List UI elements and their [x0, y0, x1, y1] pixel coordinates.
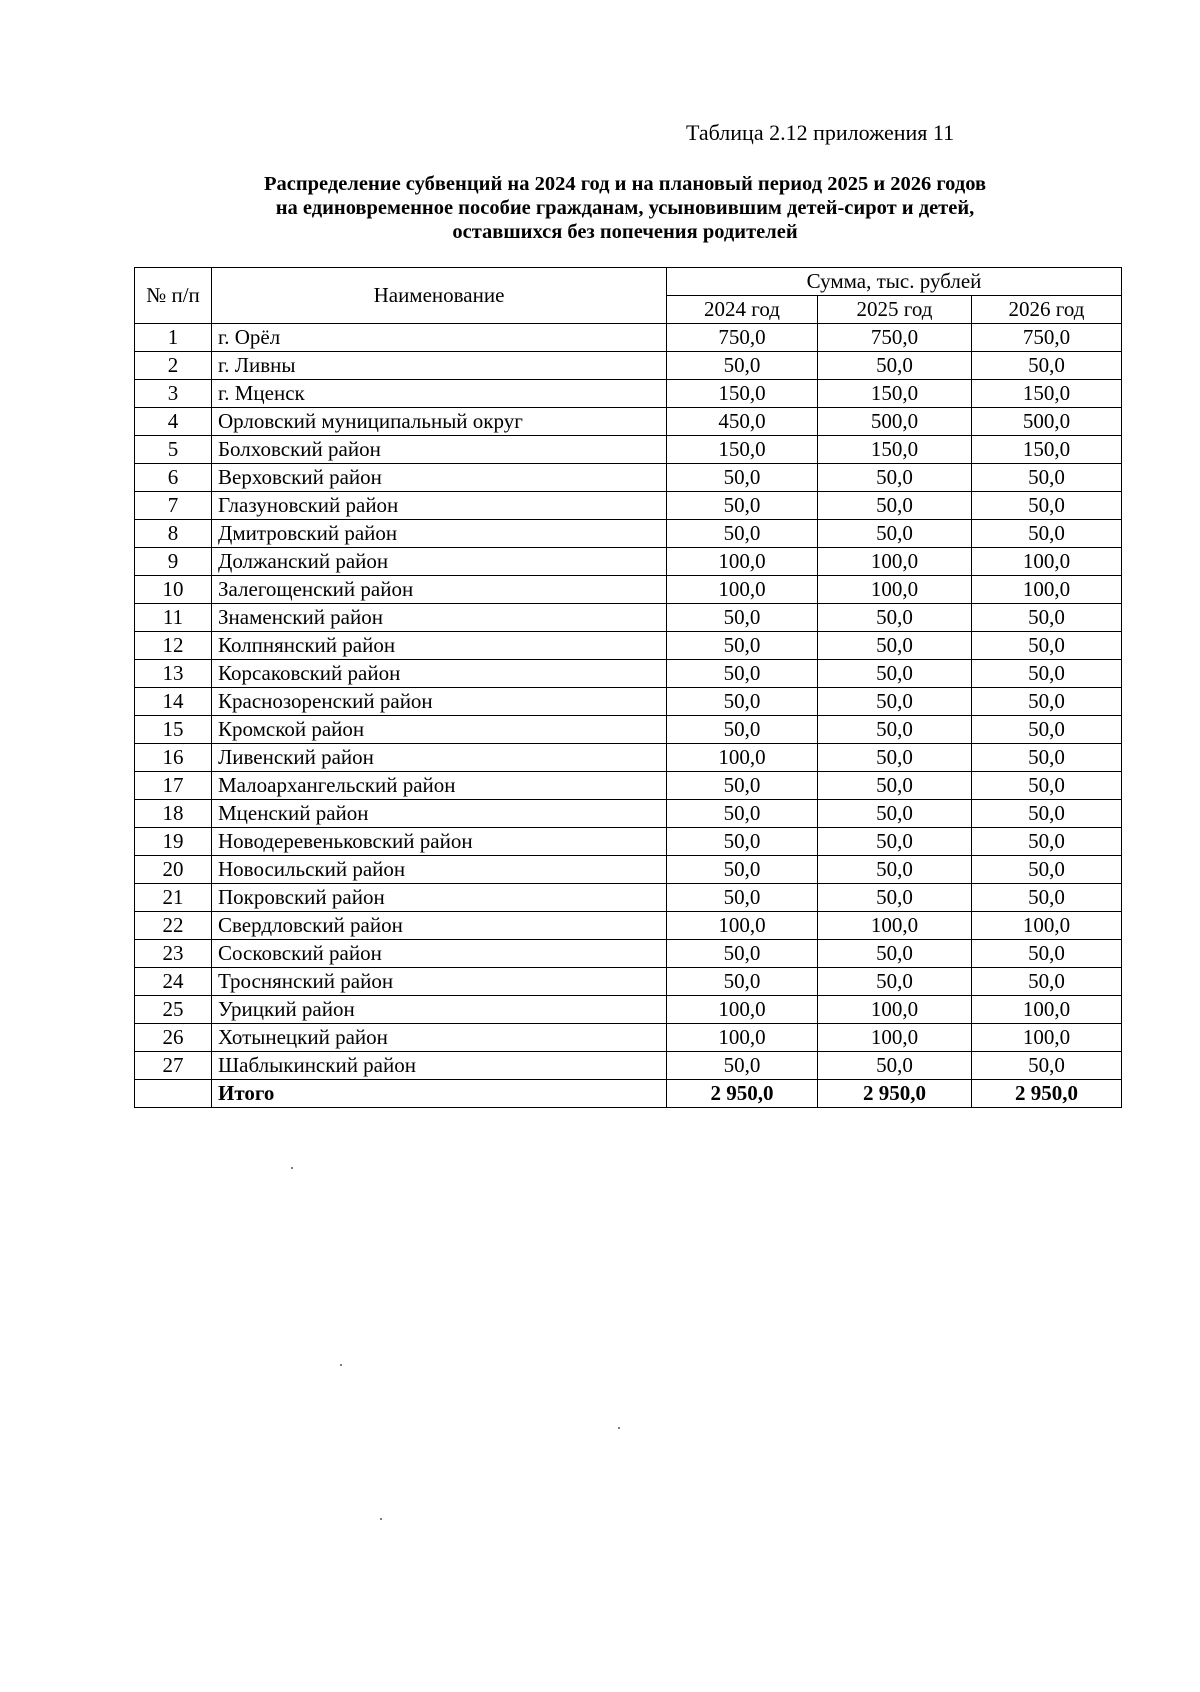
- table-row: [135, 548, 1122, 576]
- row-value-2025: 750,0: [818, 324, 972, 352]
- row-name: Троснянский район: [212, 968, 667, 996]
- row-value-2026: 100,0: [972, 1024, 1122, 1052]
- header-row: [135, 268, 1122, 296]
- row-name: Болховский район: [212, 436, 667, 464]
- row-name: Малоархангельский район: [212, 772, 667, 800]
- row-value-2024: 50,0: [667, 800, 818, 828]
- row-number: 2: [135, 352, 212, 380]
- row-value-2024: 50,0: [667, 352, 818, 380]
- row-value-2026: 50,0: [972, 492, 1122, 520]
- row-value-2026: 50,0: [972, 800, 1122, 828]
- table-row: [135, 632, 1122, 660]
- row-number: 26: [135, 1024, 212, 1052]
- row-value-2026: 50,0: [972, 772, 1122, 800]
- row-name: Сосковский район: [212, 940, 667, 968]
- table-row: [135, 996, 1122, 1024]
- row-value-2024: 50,0: [667, 520, 818, 548]
- row-value-2026: 50,0: [972, 716, 1122, 744]
- row-name: Покровский район: [212, 884, 667, 912]
- row-value-2025: 100,0: [818, 996, 972, 1024]
- row-value-2025: 100,0: [818, 1024, 972, 1052]
- row-value-2026: 50,0: [972, 744, 1122, 772]
- table-row: [135, 884, 1122, 912]
- row-number: 13: [135, 660, 212, 688]
- row-value-2025: 150,0: [818, 436, 972, 464]
- row-name: Глазуновский район: [212, 492, 667, 520]
- row-value-2026: 100,0: [972, 996, 1122, 1024]
- row-value-2024: 450,0: [667, 408, 818, 436]
- header-2026: 2026 год: [972, 296, 1122, 324]
- document-title: [130, 172, 1120, 244]
- row-value-2026: 50,0: [972, 352, 1122, 380]
- row-value-2026: 50,0: [972, 604, 1122, 632]
- row-value-2025: 50,0: [818, 632, 972, 660]
- row-value-2025: 150,0: [818, 380, 972, 408]
- table-row: [135, 520, 1122, 548]
- title-line-1: Распределение субвенций на 2024 год и на плановый период 2025 и 2026 годов: [263, 173, 987, 195]
- row-number: 9: [135, 548, 212, 576]
- total-2025: 2 950,0: [818, 1080, 972, 1108]
- row-value-2025: 50,0: [818, 352, 972, 380]
- row-number: 10: [135, 576, 212, 604]
- row-number: 21: [135, 884, 212, 912]
- row-number: 23: [135, 940, 212, 968]
- row-value-2026: 50,0: [972, 940, 1122, 968]
- row-name: Мценский район: [212, 800, 667, 828]
- row-value-2026: 50,0: [972, 1052, 1122, 1080]
- row-number: 15: [135, 716, 212, 744]
- header-name: Наименование: [212, 268, 667, 324]
- row-number: 18: [135, 800, 212, 828]
- row-value-2025: 50,0: [818, 716, 972, 744]
- table-row: [135, 492, 1122, 520]
- row-value-2024: 50,0: [667, 884, 818, 912]
- row-value-2026: 50,0: [972, 884, 1122, 912]
- row-value-2024: 50,0: [667, 828, 818, 856]
- row-number: 3: [135, 380, 212, 408]
- total-row: [135, 1080, 1122, 1108]
- row-number: 7: [135, 492, 212, 520]
- row-value-2025: 100,0: [818, 576, 972, 604]
- row-value-2024: 50,0: [667, 1052, 818, 1080]
- row-value-2025: 50,0: [818, 800, 972, 828]
- row-name: Краснозоренский район: [212, 688, 667, 716]
- row-name: г. Мценск: [212, 380, 667, 408]
- row-value-2024: 50,0: [667, 940, 818, 968]
- row-number: 20: [135, 856, 212, 884]
- row-value-2026: 100,0: [972, 576, 1122, 604]
- row-value-2024: 50,0: [667, 716, 818, 744]
- table-row: [135, 352, 1122, 380]
- row-value-2025: 500,0: [818, 408, 972, 436]
- row-number: 4: [135, 408, 212, 436]
- row-value-2025: 50,0: [818, 660, 972, 688]
- row-value-2024: 50,0: [667, 604, 818, 632]
- row-name: Залегощенский район: [212, 576, 667, 604]
- row-value-2026: 150,0: [972, 380, 1122, 408]
- total-2026: 2 950,0: [972, 1080, 1122, 1108]
- table-row: [135, 800, 1122, 828]
- row-number: 14: [135, 688, 212, 716]
- table-row: [135, 856, 1122, 884]
- subvention-table: [134, 267, 1122, 1108]
- row-name: Дмитровский район: [212, 520, 667, 548]
- row-value-2026: 50,0: [972, 688, 1122, 716]
- row-name: Новодеревеньковский район: [212, 828, 667, 856]
- table-row: [135, 828, 1122, 856]
- row-value-2025: 50,0: [818, 744, 972, 772]
- row-value-2026: 150,0: [972, 436, 1122, 464]
- row-number: 11: [135, 604, 212, 632]
- table-row: [135, 744, 1122, 772]
- row-name: Должанский район: [212, 548, 667, 576]
- table-row: [135, 772, 1122, 800]
- total-number: [135, 1080, 212, 1108]
- row-value-2026: 100,0: [972, 548, 1122, 576]
- row-name: Орловский муниципальный округ: [212, 408, 667, 436]
- row-value-2026: 500,0: [972, 408, 1122, 436]
- row-value-2025: 50,0: [818, 940, 972, 968]
- table-row: [135, 968, 1122, 996]
- table-row: [135, 912, 1122, 940]
- row-value-2024: 50,0: [667, 632, 818, 660]
- row-value-2024: 100,0: [667, 576, 818, 604]
- row-name: Новосильский район: [212, 856, 667, 884]
- row-value-2026: 750,0: [972, 324, 1122, 352]
- row-value-2025: 50,0: [818, 884, 972, 912]
- row-name: Верховский район: [212, 464, 667, 492]
- row-value-2025: 50,0: [818, 604, 972, 632]
- row-value-2026: 50,0: [972, 464, 1122, 492]
- row-value-2025: 50,0: [818, 772, 972, 800]
- row-name: Шаблыкинский район: [212, 1052, 667, 1080]
- row-value-2025: 100,0: [818, 548, 972, 576]
- row-value-2026: 50,0: [972, 828, 1122, 856]
- row-number: 24: [135, 968, 212, 996]
- row-value-2026: 50,0: [972, 968, 1122, 996]
- row-value-2024: 100,0: [667, 996, 818, 1024]
- row-name: г. Орёл: [212, 324, 667, 352]
- row-name: Свердловский район: [212, 912, 667, 940]
- row-number: 19: [135, 828, 212, 856]
- row-value-2024: 50,0: [667, 464, 818, 492]
- header-sum: Сумма, тыс. рублей: [667, 268, 1122, 296]
- scan-speck: [340, 1364, 342, 1366]
- table-row: [135, 1052, 1122, 1080]
- row-name: Ливенский район: [212, 744, 667, 772]
- row-value-2025: 50,0: [818, 1052, 972, 1080]
- table-row: [135, 660, 1122, 688]
- row-value-2026: 50,0: [972, 660, 1122, 688]
- total-label: Итого: [212, 1080, 667, 1108]
- table-row: [135, 324, 1122, 352]
- row-number: 8: [135, 520, 212, 548]
- table-row: [135, 1024, 1122, 1052]
- row-name: Урицкий район: [212, 996, 667, 1024]
- row-value-2024: 100,0: [667, 912, 818, 940]
- row-name: Корсаковский район: [212, 660, 667, 688]
- row-number: 17: [135, 772, 212, 800]
- row-number: 16: [135, 744, 212, 772]
- row-value-2024: 100,0: [667, 548, 818, 576]
- row-value-2025: 50,0: [818, 464, 972, 492]
- header-num: № п/п: [135, 268, 212, 324]
- row-number: 12: [135, 632, 212, 660]
- row-value-2025: 50,0: [818, 520, 972, 548]
- row-number: 25: [135, 996, 212, 1024]
- table-row: [135, 408, 1122, 436]
- row-value-2024: 50,0: [667, 968, 818, 996]
- table-caption: Таблица 2.12 приложения 11: [686, 120, 955, 145]
- table-row: [135, 464, 1122, 492]
- row-value-2025: 50,0: [818, 856, 972, 884]
- row-value-2026: 50,0: [972, 632, 1122, 660]
- row-value-2026: 50,0: [972, 520, 1122, 548]
- title-line-3: оставшихся без попечения родителей: [452, 221, 798, 243]
- row-name: Хотынецкий район: [212, 1024, 667, 1052]
- table-row: [135, 380, 1122, 408]
- row-value-2025: 50,0: [818, 492, 972, 520]
- row-value-2024: 150,0: [667, 380, 818, 408]
- row-value-2026: 100,0: [972, 912, 1122, 940]
- table-row: [135, 576, 1122, 604]
- row-number: 5: [135, 436, 212, 464]
- row-value-2024: 50,0: [667, 688, 818, 716]
- row-value-2024: 150,0: [667, 436, 818, 464]
- row-number: 27: [135, 1052, 212, 1080]
- row-value-2025: 50,0: [818, 968, 972, 996]
- row-value-2024: 50,0: [667, 492, 818, 520]
- header-2024: 2024 год: [667, 296, 818, 324]
- row-name: Кромской район: [212, 716, 667, 744]
- total-2024: 2 950,0: [667, 1080, 818, 1108]
- header-2025: 2025 год: [818, 296, 972, 324]
- row-value-2024: 50,0: [667, 856, 818, 884]
- title-line-2: на единовременное пособие гражданам, усыновившим детей-сирот и детей,: [275, 197, 975, 219]
- table-row: [135, 436, 1122, 464]
- row-value-2024: 50,0: [667, 772, 818, 800]
- row-value-2025: 100,0: [818, 912, 972, 940]
- row-value-2025: 50,0: [818, 688, 972, 716]
- row-value-2024: 100,0: [667, 1024, 818, 1052]
- table-row: [135, 940, 1122, 968]
- scan-speck: [618, 1427, 620, 1429]
- row-name: Знаменский район: [212, 604, 667, 632]
- row-value-2024: 750,0: [667, 324, 818, 352]
- table-row: [135, 688, 1122, 716]
- row-number: 1: [135, 324, 212, 352]
- row-value-2026: 50,0: [972, 856, 1122, 884]
- table-row: [135, 716, 1122, 744]
- row-name: Колпнянский район: [212, 632, 667, 660]
- scan-speck: [380, 1518, 382, 1520]
- row-value-2024: 50,0: [667, 660, 818, 688]
- row-number: 22: [135, 912, 212, 940]
- scan-speck: [291, 1167, 293, 1169]
- table-row: [135, 604, 1122, 632]
- row-number: 6: [135, 464, 212, 492]
- row-value-2025: 50,0: [818, 828, 972, 856]
- row-value-2024: 100,0: [667, 744, 818, 772]
- row-name: г. Ливны: [212, 352, 667, 380]
